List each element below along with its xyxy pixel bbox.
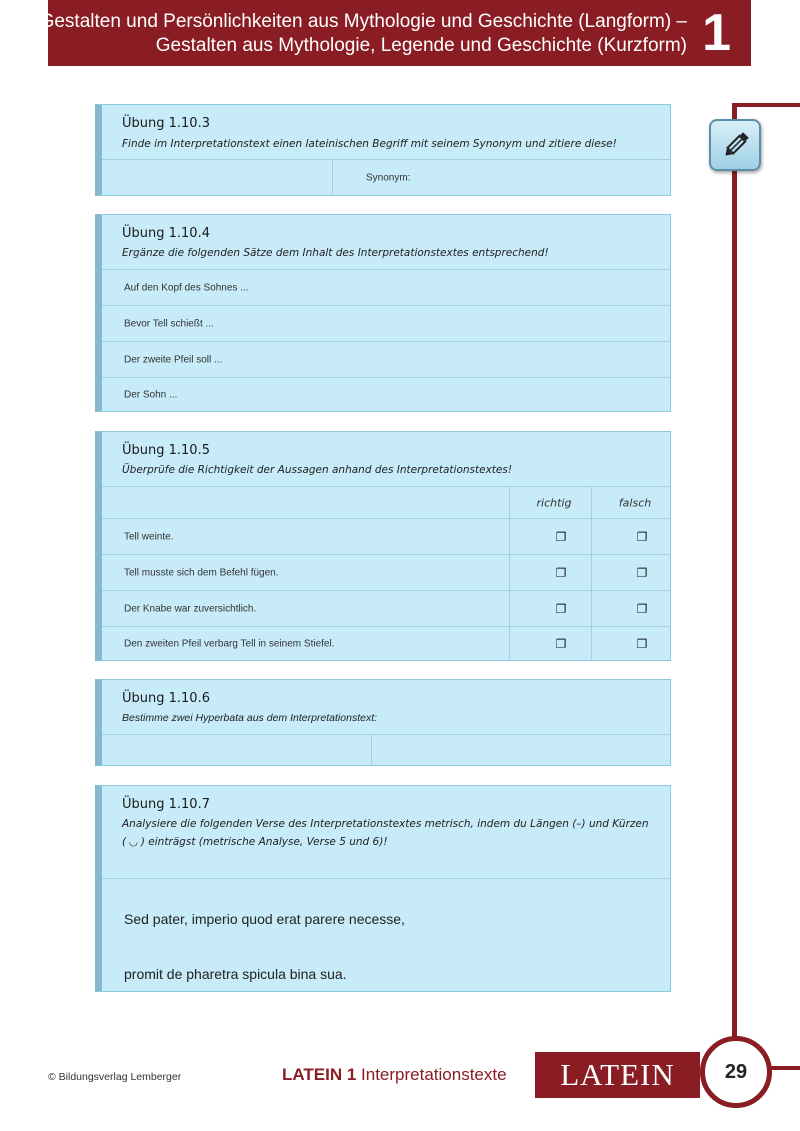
exercise-instruction: Finde im Interpretationstext einen lateinischen Begriff mit seinem Synonym und zitiere diese!: [122, 138, 617, 150]
exercise-instruction: Ergänze die folgenden Sätze dem Inhalt des Interpretationstextes entsprechend!: [122, 247, 549, 259]
checkbox-icon[interactable]: ❐: [555, 601, 567, 616]
exercise-title: Übung 1.10.4: [122, 226, 210, 241]
statement-text: Der Knabe war zuversichtlich.: [124, 603, 257, 614]
statement-row: [102, 554, 670, 590]
synonym-label: Synonym:: [366, 172, 411, 184]
book-title-rest: Interpretationstexte: [356, 1065, 507, 1084]
exercise-title: Übung 1.10.5: [122, 443, 210, 458]
checkbox-icon[interactable]: ❐: [636, 529, 648, 544]
exercise-instruction: Bestimme zwei Hyperbata aus dem Interpretationstext:: [122, 712, 378, 724]
exercise-instruction-line2: ( ◡ ) einträgst (metrische Analyse, Verse 5 und 6)!: [122, 836, 388, 848]
book-title: [282, 1065, 507, 1085]
answer-field-term[interactable]: [102, 160, 332, 196]
exercise-1-10-5: [95, 431, 671, 661]
copyright: © Bildungsverlag Lemberger: [48, 1071, 182, 1083]
checkbox-icon[interactable]: ❐: [636, 637, 648, 651]
exercise-1-10-6: [95, 679, 671, 766]
page-number: 29: [700, 1036, 772, 1108]
verse-line: promit de pharetra spicula bina sua.: [124, 966, 347, 982]
answer-row: [102, 734, 670, 766]
side-rule-top: [732, 103, 800, 107]
exercise-1-10-3: [95, 104, 671, 196]
answer-row: [102, 159, 670, 196]
exercise-title: Übung 1.10.7: [122, 797, 210, 812]
sentence-start: Der zweite Pfeil soll ...: [124, 354, 223, 365]
exercise-title: Übung 1.10.6: [122, 691, 210, 706]
header-title-line1: Gestalten und Persönlichkeiten aus Mythologie und Geschichte (Langform) –: [39, 11, 687, 32]
subject-label: LATEIN: [535, 1052, 700, 1098]
checkbox-icon[interactable]: ❐: [636, 565, 648, 580]
statement-row: [102, 626, 670, 661]
sentence-start: Auf den Kopf des Sohnes ...: [124, 282, 249, 293]
sentence-row[interactable]: [102, 269, 670, 305]
sentence-start: Der Sohn ...: [124, 389, 178, 401]
sentence-row[interactable]: [102, 377, 670, 412]
answer-field-synonym[interactable]: [333, 160, 670, 196]
exercise-instruction: Überprüfe die Richtigkeit der Aussagen anhand des Interpretationstextes!: [122, 464, 513, 476]
sentence-row[interactable]: [102, 341, 670, 377]
pencil-icon: [709, 119, 761, 171]
exercise-instruction-line1: Analysiere die folgenden Verse des Interpretationstextes metrisch, indem du Längen (–) und Kürzen: [122, 818, 649, 830]
exercise-title: Übung 1.10.3: [122, 116, 210, 131]
verse-area[interactable]: [102, 878, 670, 992]
header-title-line2: Gestalten aus Mythologie, Legende und Geschichte (Kurzform): [155, 35, 687, 56]
chapter-header: [39, 0, 751, 66]
statement-text: Den zweiten Pfeil verbarg Tell in seinem Stiefel.: [124, 638, 335, 650]
checkbox-icon[interactable]: ❐: [555, 565, 567, 580]
checkbox-icon[interactable]: ❐: [555, 637, 567, 651]
side-rule: [732, 103, 737, 1043]
answer-field-hyperbaton-2[interactable]: [372, 735, 670, 766]
exercise-1-10-7: [95, 785, 671, 992]
sentence-row[interactable]: [102, 305, 670, 341]
checkbox-icon[interactable]: ❐: [636, 601, 648, 616]
statement-text: Tell weinte.: [124, 531, 174, 542]
statement-row: [102, 590, 670, 626]
exercise-1-10-4: [95, 214, 671, 412]
sentence-start: Bevor Tell schießt ...: [124, 318, 214, 329]
table-header-row: [102, 486, 670, 518]
checkbox-icon[interactable]: ❐: [555, 529, 567, 544]
column-richtig: richtig: [536, 496, 572, 509]
verse-line: Sed pater, imperio quod erat parere necesse,: [124, 911, 405, 927]
answer-field-hyperbaton-1[interactable]: [102, 735, 371, 766]
statement-text: Tell musste sich dem Befehl fügen.: [124, 567, 279, 578]
book-title-bold: LATEIN 1: [282, 1065, 357, 1084]
column-falsch: falsch: [618, 496, 652, 509]
statement-row: [102, 518, 670, 554]
chapter-number: 1: [702, 4, 731, 62]
